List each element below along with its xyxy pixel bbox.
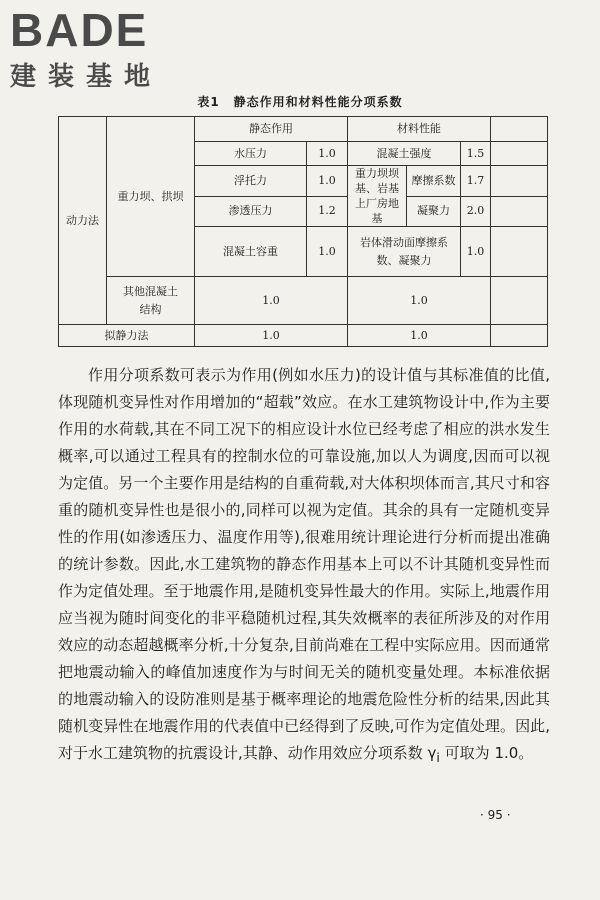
header-material: 材料性能 (348, 117, 491, 142)
material-label: 混凝土强度 (348, 142, 461, 166)
action-value: 1.0 (307, 227, 348, 277)
material-label: 凝聚力 (407, 196, 461, 227)
structure-other: 其他混凝土结构 (107, 277, 195, 325)
table-row (59, 117, 548, 142)
material-value: 1.0 (461, 227, 491, 277)
empty-cell (491, 117, 548, 142)
action-label: 渗透压力 (195, 196, 307, 227)
material-value: 2.0 (461, 196, 491, 227)
table-row (59, 325, 548, 347)
action-label: 水压力 (195, 142, 307, 166)
material-value: 1.5 (461, 142, 491, 166)
empty-cell (491, 142, 548, 166)
header-static: 静态作用 (195, 117, 348, 142)
pseudo-material-value: 1.0 (348, 325, 491, 347)
other-static-value: 1.0 (195, 277, 348, 325)
other-material-value: 1.0 (348, 277, 491, 325)
paragraph-main: 作用分项系数可表示为作用(例如水压力)的设计值与其标准值的比值,体现随机变异性对作用增加的“超载”效应。在水工建筑物设计中,作为主要作用的水荷载,其在不同工况下的相应设计水位已经考虑了相应的洪水发生概率,可以通过工程具有的控制水位的可靠设施,加以人为调度,因而可以视为定值。另一个主要作用是结构的自重荷载,对大体积坝体而言,其尺寸和容重的随机变异性也是很小的,同样可以视为定值。其余的具有一定随机变异性的作用(如渗透压力、温度作用等),很难用统计理论进行分析而提出准确的统计参数。因此,水工建筑物的静态作用基本上可以不计其随机变异性而作为定值处理。至于地震作用,是随机变异性最大的作用。实际上,地震作用应当视为随时间变化的非平稳随机过程,其失效概率的表征所涉及的对作用效应的动态超越概率分析,十分复杂,目前尚难在工程中实际应用。因而通常把地震动输入的峰值加速度作为与时间无关的随机变量处理。本标准依据的地震动输入的设防准则是基于概率理论的地震危险性分析的结果,因此其随机变异性在地震作用的代表值中已经得到了反映,可作为定值处理。因此,对于水工建筑物的抗震设计,其静、动作用效应分项系数 γ (58, 366, 550, 762)
method-pseudo: 拟静力法 (59, 325, 195, 347)
table-title: 静态作用和材料性能分项系数 (233, 95, 403, 109)
empty-cell (491, 277, 548, 325)
material-value: 1.7 (461, 166, 491, 197)
action-value: 1.0 (307, 166, 348, 197)
empty-cell (491, 227, 548, 277)
page-number: · 95 · (480, 808, 511, 822)
paragraph (58, 362, 550, 771)
method-dynamic: 动力法 (59, 117, 107, 325)
empty-cell (491, 196, 548, 227)
table-caption (0, 93, 600, 110)
body-text (58, 362, 550, 771)
logo-latin: BADE (10, 4, 149, 56)
table-row (59, 277, 548, 325)
empty-cell (491, 325, 548, 347)
gamma-subscript: i (436, 750, 440, 765)
logo (10, 6, 162, 93)
structure-gravity-label: 重力坝、拱坝 (117, 189, 184, 203)
coefficient-table (58, 116, 548, 347)
action-value: 1.0 (307, 142, 348, 166)
empty-cell (491, 166, 548, 197)
structure-gravity (107, 117, 195, 277)
material-label: 摩擦系数 (407, 166, 461, 197)
material-label: 岩体滑动面摩擦系数、凝聚力 (348, 227, 461, 277)
paragraph-end: 可取为 1.0。 (439, 744, 534, 762)
action-label: 混凝土容重 (195, 227, 307, 277)
action-value: 1.2 (307, 196, 348, 227)
action-label: 浮托力 (195, 166, 307, 197)
table-number: 表1 (197, 95, 220, 109)
pseudo-static-value: 1.0 (195, 325, 348, 347)
material-group: 重力坝坝基、岩基上厂房地基 (348, 166, 407, 227)
logo-chinese: 建装基地 (10, 62, 163, 92)
